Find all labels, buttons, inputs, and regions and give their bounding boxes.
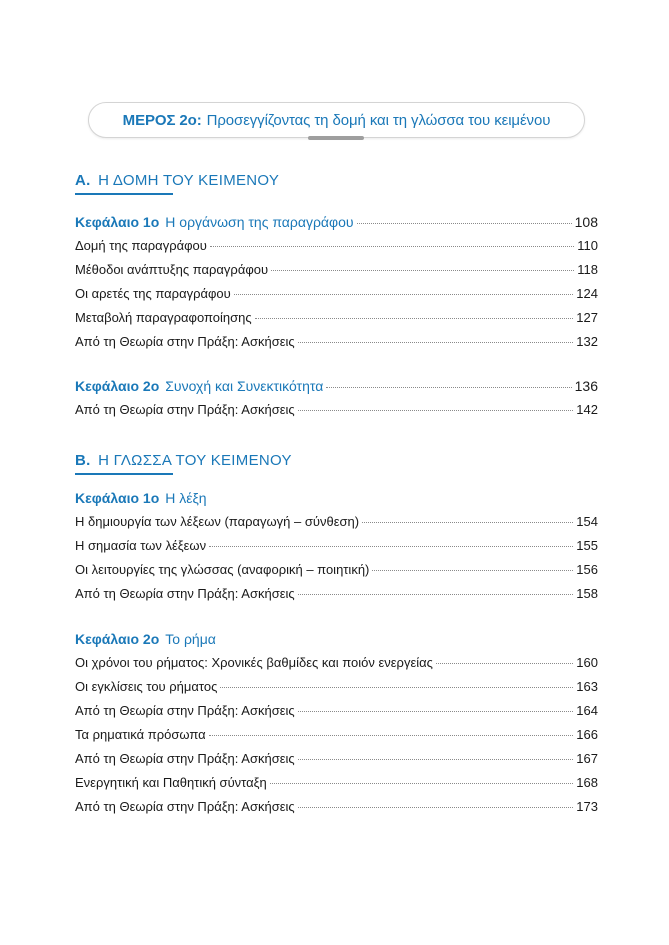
chapter-heading[interactable] [75,214,598,238]
page-number: 173 [576,799,598,814]
toc-section-a-chapter-2 [75,378,598,426]
leader-dots [298,594,574,595]
page-number: 163 [576,679,598,694]
leader-dots [357,223,572,224]
toc-entry[interactable] [75,775,598,799]
chapter-title: Η οργάνωση της παραγράφου [165,214,354,230]
toc-entry[interactable] [75,562,598,586]
page-number: 164 [576,703,598,718]
toc-entry[interactable] [75,751,598,775]
page-number: 110 [577,238,598,253]
page-number: 154 [576,514,598,529]
leader-dots [209,735,574,736]
leader-dots [298,410,574,411]
entry-title: Από τη Θεωρία στην Πράξη: Ασκήσεις [75,402,295,417]
toc-entry[interactable] [75,514,598,538]
leader-dots [372,570,573,571]
toc-entry[interactable] [75,402,598,426]
toc-entry[interactable] [75,310,598,334]
section-underline [75,473,173,475]
toc-entry[interactable] [75,538,598,562]
entry-title: Τα ρηματικά πρόσωπα [75,727,206,742]
chapter-label: Κεφάλαιο 1ο [75,490,160,506]
entry-title: Από τη Θεωρία στην Πράξη: Ασκήσεις [75,703,295,718]
entry-title: Η δημιουργία των λέξεων (παραγωγή – σύνθεση) [75,514,360,529]
toc-entry[interactable] [75,286,598,310]
leader-dots [298,807,574,808]
leader-dots [436,663,573,664]
leader-dots [210,246,574,247]
toc-entry[interactable] [75,655,598,679]
page-number: 127 [576,310,598,325]
entry-title: Οι χρόνοι του ρήματος: Χρονικές βαθμίδες και ποιόν ενεργείας [75,655,433,670]
entry-title: Από τη Θεωρία στην Πράξη: Ασκήσεις [75,751,295,766]
page-number: 156 [576,562,598,577]
chapter-label: Κεφάλαιο 1ο [75,214,160,230]
chapter-title: Η λέξη [165,490,207,506]
entry-title: Οι αρετές της παραγράφου [75,286,231,301]
leader-dots [326,387,571,388]
part-label: ΜΕΡΟΣ 2ο: [122,111,202,129]
page-number: 158 [576,586,598,601]
chapter-label: Κεφάλαιο 2ο [75,378,160,394]
toc-section-b-chapter-2 [75,631,598,823]
toc-entry[interactable] [75,703,598,727]
leader-dots [270,783,574,784]
toc-entry[interactable] [75,799,598,823]
page-number: 167 [576,751,598,766]
toc-entry[interactable] [75,238,598,262]
chapter-title: Συνοχή και Συνεκτικότητα [165,378,324,394]
toc-entry[interactable] [75,727,598,751]
page-number: 142 [576,402,598,417]
chapter-label: Κεφάλαιο 2ο [75,631,160,647]
page-number: 124 [576,286,598,301]
chapter-heading[interactable] [75,490,598,514]
entry-title: Από τη Θεωρία στην Πράξη: Ασκήσεις [75,334,295,349]
leader-dots [298,759,574,760]
leader-dots [234,294,574,295]
section-letter: Β. [75,452,91,469]
toc-section-a-chapter-1 [75,214,598,358]
page-number: 118 [577,262,598,277]
section-title: Η ΔΟΜΗ ΤΟΥ ΚΕΙΜΕΝΟΥ [98,172,280,189]
toc-entry[interactable] [75,262,598,286]
entry-title: Δομή της παραγράφου [75,238,207,253]
leader-dots [255,318,574,319]
page-number: 168 [576,775,598,790]
leader-dots [209,546,573,547]
page-number: 136 [574,378,598,394]
leader-dots [220,687,573,688]
page-number: 155 [576,538,598,553]
section-title: Η ΓΛΩΣΣΑ ΤΟΥ ΚΕΙΜΕΝΟΥ [98,452,292,469]
leader-dots [298,342,574,343]
toc-entry[interactable] [75,679,598,703]
section-heading-b [75,452,600,475]
toc-entry[interactable] [75,334,598,358]
chapter-title: Το ρήμα [165,631,216,647]
entry-title: Μέθοδοι ανάπτυξης παραγράφου [75,262,269,277]
entry-title: Οι λειτουργίες της γλώσσας (αναφορική – ποιητική) [75,562,370,577]
chapter-heading[interactable] [75,631,598,655]
leader-dots [298,711,574,712]
section-letter: Α. [75,172,91,189]
section-heading-a [75,172,600,195]
banner-decoration-bar [308,136,364,140]
leader-dots [362,522,573,523]
chapter-heading[interactable] [75,378,598,402]
page-number: 132 [576,334,598,349]
part-title: Προσεγγίζοντας τη δομή και τη γλώσσα του κειμένου [206,111,551,129]
page-number: 108 [574,214,598,230]
entry-title: Ενεργητική και Παθητική σύνταξη [75,775,267,790]
leader-dots [271,270,574,271]
section-underline [75,193,173,195]
entry-title: Μεταβολή παραγραφοποίησης [75,310,252,325]
part-banner [88,102,585,138]
toc-section-b-chapter-1 [75,490,598,610]
entry-title: Από τη Θεωρία στην Πράξη: Ασκήσεις [75,586,295,601]
toc-entry[interactable] [75,586,598,610]
entry-title: Η σημασία των λέξεων [75,538,207,553]
entry-title: Από τη Θεωρία στην Πράξη: Ασκήσεις [75,799,295,814]
entry-title: Οι εγκλίσεις του ρήματος [75,679,218,694]
page-number: 166 [576,727,598,742]
page-number: 160 [576,655,598,670]
